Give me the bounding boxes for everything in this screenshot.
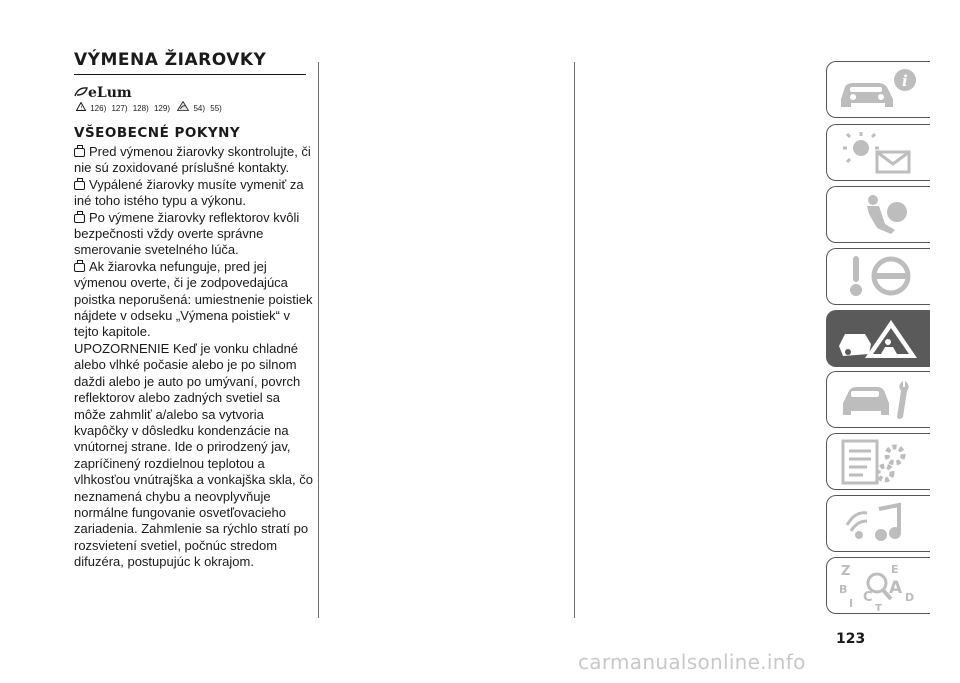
book-bullet-icon xyxy=(74,148,85,157)
index-letter: T xyxy=(874,602,882,611)
warning-paragraph: UPOZORNENIE Keď je vonku chladné alebo vlhké počasie alebo je po silnom daždi alebo je auto po umývaní, povrch reflektorov alebo zadných svetiel sa môže zahmliť a/alebo sa vytvoria kvapôčky v dôsledku kondenzácie na vnútornej strane. Ide o prirodzený jav, zapríčinený rozdielnou teplotou a vlhkosťou vnútrajška a vonkajška skla, čo neznamená chybu a neovplyvňuje normálne fungovanie osvetľovacieho zariadenia. Zahmlenie sa rýchlo stratí po rozsvietení svetiel, počnúc stredom difuzéra, postupujúc k okrajom. xyxy=(74,340,313,570)
key-steering-wheel-icon xyxy=(833,252,925,302)
tab-index[interactable] xyxy=(826,557,930,614)
index-letter: I xyxy=(848,596,853,610)
ref-126[interactable]: 126) xyxy=(90,104,107,113)
environment-triangle-icon xyxy=(177,101,189,113)
warning-references xyxy=(74,101,225,113)
car-info-icon xyxy=(833,65,925,115)
page-title: VÝMENA ŽIAROVKY xyxy=(74,50,306,75)
index-letter: Z xyxy=(840,563,850,579)
index-letter: C xyxy=(862,589,873,605)
index-letter: A xyxy=(888,577,902,598)
tab-lights-message[interactable] xyxy=(826,124,930,181)
ref-128[interactable]: 128) xyxy=(132,104,149,113)
specs-gears-icon xyxy=(833,437,925,487)
column-divider xyxy=(574,62,575,618)
page-number: 123 xyxy=(836,631,866,647)
tab-specs[interactable] xyxy=(826,433,930,490)
index-letter: E xyxy=(890,562,899,576)
bullet-item: Po výmene žiarovky reflektorov kvôli bezpečnosti vždy overte správne smerovanie svetelného lúča. xyxy=(74,209,300,258)
bullet-item: Ak žiarovka nefunguje, pred jej výmenou overte, či je zodpovedajúca poistka neporušená: umiestnenie poistiek nájdete v odseku „Výmena poistiek“ v tejto kapitole. xyxy=(74,258,313,340)
ref-55[interactable]: 55) xyxy=(210,104,222,113)
symbol-reference-row xyxy=(74,85,314,119)
book-bullet-icon xyxy=(74,263,85,272)
tab-maintenance[interactable] xyxy=(826,371,930,428)
tab-key-steering[interactable] xyxy=(826,248,930,305)
left-column xyxy=(74,50,314,571)
tab-multimedia[interactable] xyxy=(826,495,930,552)
tab-emergency[interactable] xyxy=(826,310,930,367)
bullet-item: Pred výmenou žiarovky skontrolujte, či nie sú zoxidované príslušné kontakty. xyxy=(74,144,311,176)
warning-triangle-icon xyxy=(76,102,86,113)
tab-airbag-seatbelt[interactable] xyxy=(826,186,930,243)
book-bullet-icon xyxy=(74,214,85,223)
column-divider xyxy=(318,62,319,618)
index-letters-icon xyxy=(833,561,925,611)
emergency-warning-icon xyxy=(833,314,925,364)
index-letter: B xyxy=(838,582,847,596)
section-heading: VŠEOBECNÉ POKYNY xyxy=(74,125,241,141)
environment-symbol: eLum xyxy=(74,85,132,101)
tab-car-info[interactable] xyxy=(826,61,930,118)
car-maintenance-icon xyxy=(833,375,925,425)
book-bullet-icon xyxy=(74,181,85,190)
ref-127[interactable]: 127) xyxy=(111,104,128,113)
lights-message-icon xyxy=(833,128,925,178)
watermark: carmanualsonline.info xyxy=(578,650,806,674)
instructions xyxy=(74,144,314,571)
index-letter: D xyxy=(904,590,914,604)
bullet-item: Vypálené žiarovky musíte vymeniť za iné toho istého typu a výkonu. xyxy=(74,176,304,209)
multimedia-icon xyxy=(833,499,925,549)
svg-text:!: ! xyxy=(80,105,83,111)
ref-54[interactable]: 54) xyxy=(193,104,206,113)
airbag-seatbelt-icon xyxy=(833,190,925,240)
ref-129[interactable]: 129) xyxy=(153,104,170,113)
svg-text:i: i xyxy=(901,71,908,90)
